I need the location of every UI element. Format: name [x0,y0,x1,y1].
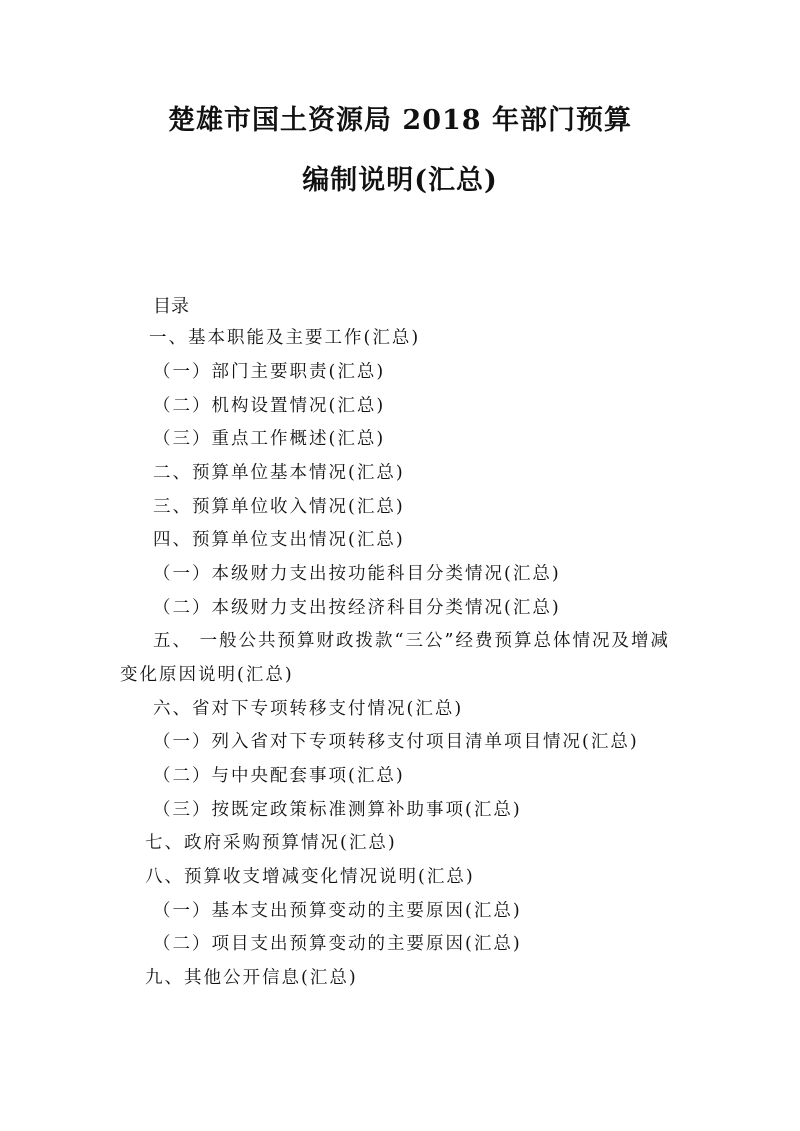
document-title-line-2: 编制说明(汇总) [302,165,498,196]
toc-item-4-1: （一）本级财力支出按功能科目分类情况(汇总) [153,564,561,584]
toc-item-section-2: 二、预算单位基本情况(汇总) [153,463,405,483]
toc-item-1-1: （一）部门主要职责(汇总) [153,362,386,382]
toc-item-section-9: 九、其他公开信息(汇总) [145,968,358,988]
toc-item-section-4: 四、预算单位支出情况(汇总) [153,530,405,550]
toc-item-6-3: （三）按既定政策标准测算补助事项(汇总) [153,800,522,820]
toc-item-section-8: 八、预算收支增减变化情况说明(汇总) [145,867,475,887]
toc-item-section-1: 一、基本职能及主要工作(汇总) [149,328,421,348]
toc-item-1-3: （三）重点工作概述(汇总) [153,429,386,449]
toc-item-6-2: （二）与中央配套事项(汇总) [153,766,405,786]
toc-item-8-2: （二）项目支出预算变动的主要原因(汇总) [153,934,522,954]
toc-item-1-2: （二）机构设置情况(汇总) [153,396,386,416]
toc-item-6-1: （一）列入省对下专项转移支付项目清单项目情况(汇总) [153,732,639,752]
toc-item-section-5: 五、 一般公共预算财政拨款“三公”经费预算总体情况及增减 [153,631,670,651]
toc-item-4-2: （二）本级财力支出按经济科目分类情况(汇总) [153,598,561,618]
toc-item-section-5-continued: 变化原因说明(汇总) [120,665,294,685]
document-title-line-1: 楚雄市国土资源局 2018 年部门预算 [168,105,632,136]
toc-item-section-6: 六、省对下专项转移支付情况(汇总) [153,699,464,719]
toc-heading: 目录 [153,296,189,317]
toc-item-section-3: 三、预算单位收入情况(汇总) [153,497,405,517]
toc-item-8-1: （一）基本支出预算变动的主要原因(汇总) [153,901,522,921]
toc-item-section-7: 七、政府采购预算情况(汇总) [145,833,397,853]
